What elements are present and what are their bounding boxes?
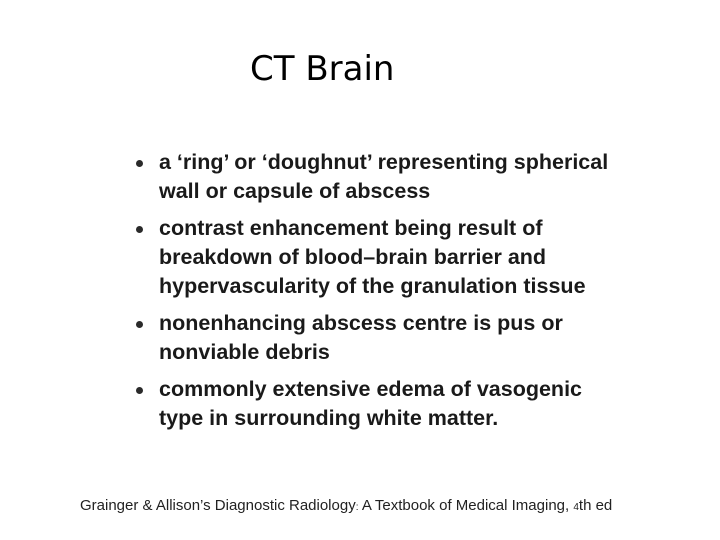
bullet-list (134, 148, 694, 441)
bullet-text-line: a ‘ring’ or ‘doughnut’ representing spherical (159, 150, 609, 174)
citation-edition-number: 4 (573, 502, 579, 513)
citation-subtitle: A Textbook of Medical Imaging, (358, 497, 574, 514)
bullet-dot-icon (136, 321, 143, 328)
citation (80, 497, 612, 514)
bullet-item (134, 148, 694, 206)
bullet-text-line: breakdown of blood–brain barrier and (159, 245, 547, 269)
bullet-text-line: commonly extensive edema of vasogenic (159, 377, 582, 401)
bullet-dot-icon (136, 160, 143, 167)
bullet-text-line: hypervascularity of the granulation tissue (159, 274, 586, 298)
bullet-dot-icon (136, 226, 143, 233)
bullet-text-line: nonviable debris (159, 340, 330, 364)
bullet-item (134, 375, 694, 433)
citation-edition-suffix: th ed (578, 497, 613, 514)
bullet-text-line: nonenhancing abscess centre is pus or (159, 311, 563, 335)
bullet-dot-icon (136, 387, 143, 394)
bullet-item (134, 309, 694, 367)
bullet-text-line: wall or capsule of abscess (159, 179, 431, 203)
bullet-item (134, 214, 694, 301)
citation-title: Grainger & Allison’s Diagnostic Radiology (80, 497, 356, 514)
bullet-text-line: contrast enhancement being result of (159, 216, 543, 240)
citation-colon: : (355, 502, 359, 513)
slide-title: CT Brain (250, 49, 395, 89)
bullet-text-line: type in surrounding white matter. (159, 406, 499, 430)
